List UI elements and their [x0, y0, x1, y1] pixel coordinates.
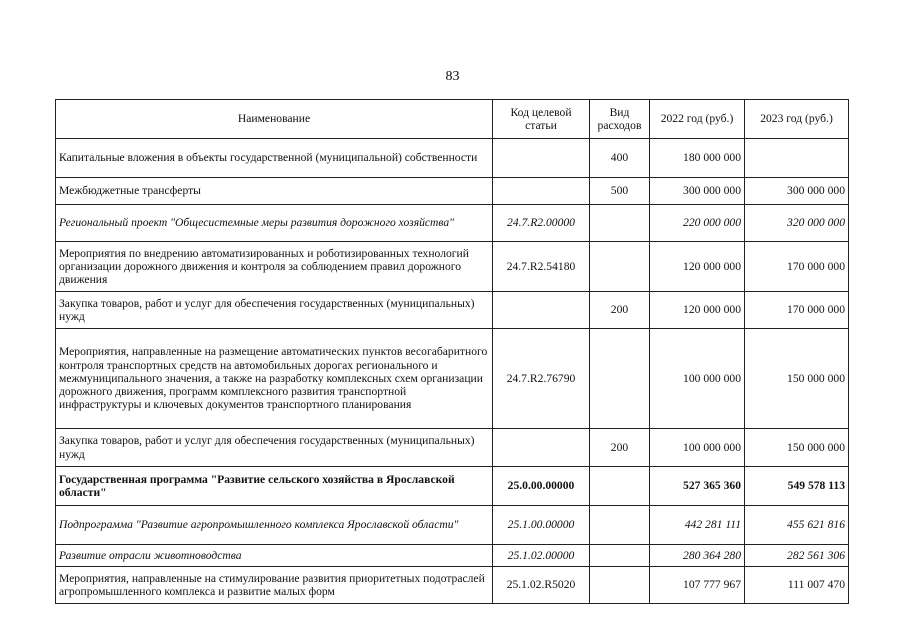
cell-kind — [590, 506, 650, 545]
table-row — [56, 329, 849, 429]
cell-name: Региональный проект "Общесистемные меры развития дорожного хозяйства" — [56, 205, 493, 242]
table-row — [56, 205, 849, 242]
cell-kind — [590, 205, 650, 242]
cell-kind: 400 — [590, 139, 650, 178]
cell-name: Мероприятия, направленные на стимулирование развития приоритетных подотраслей агропромышленного комплекса и развитие малых форм — [56, 567, 493, 604]
cell-kind: 200 — [590, 292, 650, 329]
cell-y2023: 111 007 470 — [745, 567, 849, 604]
budget-table — [55, 99, 849, 604]
cell-y2023: 150 000 000 — [745, 329, 849, 429]
cell-code — [493, 429, 590, 467]
cell-y2022: 220 000 000 — [650, 205, 745, 242]
cell-kind — [590, 329, 650, 429]
cell-name: Капитальные вложения в объекты государственной (муниципальной) собственности — [56, 139, 493, 178]
cell-name: Государственная программа "Развитие сельского хозяйства в Ярославской области" — [56, 467, 493, 506]
cell-kind — [590, 242, 650, 292]
cell-code — [493, 178, 590, 205]
cell-name: Закупка товаров, работ и услуг для обеспечения государственных (муниципальных) нужд — [56, 292, 493, 329]
cell-kind: 500 — [590, 178, 650, 205]
header-y2023: 2023 год (руб.) — [745, 100, 849, 139]
table-row — [56, 506, 849, 545]
cell-code: 25.1.02.R5020 — [493, 567, 590, 604]
cell-y2023: 150 000 000 — [745, 429, 849, 467]
table-row — [56, 139, 849, 178]
table-row — [56, 545, 849, 567]
header-y2022: 2022 год (руб.) — [650, 100, 745, 139]
table-body — [56, 139, 849, 604]
table-row — [56, 467, 849, 506]
cell-y2022: 442 281 111 — [650, 506, 745, 545]
cell-name: Мероприятия по внедрению автоматизированных и роботизированных технологий организации дорожного движения и контроля за соблюдением правил дорожного движения — [56, 242, 493, 292]
cell-y2022: 280 364 280 — [650, 545, 745, 567]
table-row — [56, 567, 849, 604]
cell-kind — [590, 545, 650, 567]
cell-name: Мероприятия, направленные на размещение автоматических пунктов весогабаритного контроля транспортных средств на автомобильных дорогах регионального и межмуниципального значения, а также на разработку комплексных схем организации дорожного движения, программ комплексного развития транспортной инфраструктуры и ключевых документов транспортного планирования — [56, 329, 493, 429]
cell-y2022: 180 000 000 — [650, 139, 745, 178]
cell-y2022: 100 000 000 — [650, 329, 745, 429]
cell-y2023: 170 000 000 — [745, 242, 849, 292]
cell-name: Закупка товаров, работ и услуг для обеспечения государственных (муниципальных) нужд — [56, 429, 493, 467]
cell-y2023: 320 000 000 — [745, 205, 849, 242]
cell-code — [493, 292, 590, 329]
header-code: Код целевой статьи — [493, 100, 590, 139]
cell-code: 25.1.00.00000 — [493, 506, 590, 545]
cell-kind — [590, 567, 650, 604]
table-row — [56, 292, 849, 329]
cell-y2023: 282 561 306 — [745, 545, 849, 567]
cell-name: Развитие отрасли животноводства — [56, 545, 493, 567]
cell-code: 25.0.00.00000 — [493, 467, 590, 506]
cell-y2022: 120 000 000 — [650, 292, 745, 329]
cell-y2023 — [745, 139, 849, 178]
cell-name: Межбюджетные трансферты — [56, 178, 493, 205]
cell-code: 24.7.R2.76790 — [493, 329, 590, 429]
cell-code: 24.7.R2.00000 — [493, 205, 590, 242]
cell-y2022: 100 000 000 — [650, 429, 745, 467]
table-row — [56, 429, 849, 467]
cell-kind: 200 — [590, 429, 650, 467]
page-number: 83 — [445, 69, 460, 84]
cell-y2023: 170 000 000 — [745, 292, 849, 329]
cell-y2022: 107 777 967 — [650, 567, 745, 604]
cell-kind — [590, 467, 650, 506]
header-kind: Вид расходов — [590, 100, 650, 139]
cell-y2022: 120 000 000 — [650, 242, 745, 292]
cell-y2023: 455 621 816 — [745, 506, 849, 545]
table-row — [56, 178, 849, 205]
cell-code: 25.1.02.00000 — [493, 545, 590, 567]
cell-y2023: 300 000 000 — [745, 178, 849, 205]
table-header-row — [56, 100, 849, 139]
cell-code: 24.7.R2.54180 — [493, 242, 590, 292]
cell-y2022: 300 000 000 — [650, 178, 745, 205]
cell-name: Подпрограмма "Развитие агропромышленного комплекса Ярославской области" — [56, 506, 493, 545]
table-row — [56, 242, 849, 292]
cell-y2023: 549 578 113 — [745, 467, 849, 506]
cell-y2022: 527 365 360 — [650, 467, 745, 506]
cell-code — [493, 139, 590, 178]
header-name: Наименование — [56, 100, 493, 139]
